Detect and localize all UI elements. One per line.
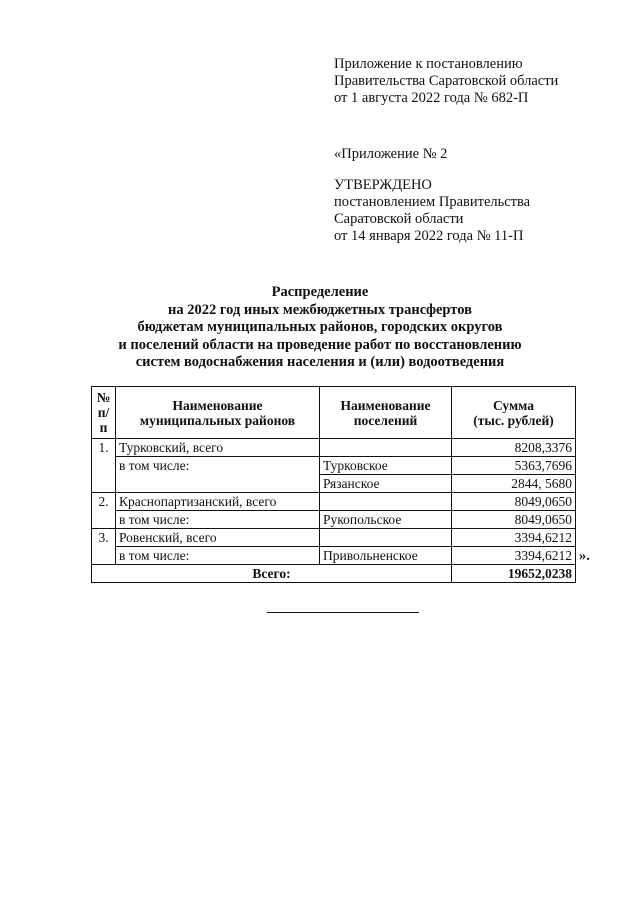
title-line: Распределение bbox=[271, 284, 369, 300]
settlement-sum: 5363,7696 bbox=[452, 457, 576, 475]
title-line: бюджетам муниципальных районов, городских округов bbox=[137, 319, 503, 335]
header-line: от 1 августа 2022 года № 682-П bbox=[334, 90, 529, 106]
settlement-sum: 2844, 5680 bbox=[452, 475, 576, 493]
total-label: Всего: bbox=[92, 565, 452, 583]
including-label: в том числе: bbox=[116, 547, 320, 565]
approval-line: постановлением Правительства bbox=[334, 194, 531, 210]
including-label: в том числе: bbox=[116, 457, 320, 493]
approval-line: Саратовской области bbox=[334, 211, 464, 227]
row-number: 3. bbox=[92, 529, 116, 565]
row-number: 2. bbox=[92, 493, 116, 529]
table-row bbox=[92, 529, 576, 547]
settlement-name bbox=[320, 439, 452, 457]
table-row bbox=[92, 457, 576, 475]
settlement-name: Рукопольское bbox=[320, 511, 452, 529]
including-label: в том числе: bbox=[116, 511, 320, 529]
approval-title: УТВЕРЖДЕНО bbox=[334, 177, 432, 193]
table-row bbox=[92, 511, 576, 529]
district-sum: 8208,3376 bbox=[452, 439, 576, 457]
approval-block bbox=[334, 177, 624, 245]
settlement-name: Рязанское bbox=[320, 475, 452, 493]
table-row bbox=[92, 493, 576, 511]
table-total-row bbox=[92, 565, 576, 583]
title-line: и поселений области на проведение работ по восстановлению bbox=[118, 336, 522, 353]
header-line: Приложение к постановлению bbox=[334, 56, 523, 72]
closing-quote: ». bbox=[579, 548, 590, 564]
settlement-sum: 3394,6212 bbox=[452, 547, 576, 565]
settlement-name: Турковское bbox=[320, 457, 452, 475]
total-sum: 19652,0238 bbox=[452, 565, 576, 583]
table-row bbox=[92, 439, 576, 457]
signature-divider bbox=[267, 612, 419, 613]
settlement-name: Привольненское bbox=[320, 547, 452, 565]
document-title bbox=[60, 284, 580, 372]
header-sum: Сумма (тыс. рублей) bbox=[452, 387, 576, 439]
header-district: Наименование муниципальных районов bbox=[116, 387, 320, 439]
row-number: 1. bbox=[92, 439, 116, 493]
approval-line: от 14 января 2022 года № 11-П bbox=[334, 228, 524, 244]
settlement-name bbox=[320, 529, 452, 547]
settlement-sum: 8049,0650 bbox=[452, 511, 576, 529]
district-sum: 8049,0650 bbox=[452, 493, 576, 511]
annex-header bbox=[334, 56, 624, 107]
header-num: № п/п bbox=[92, 387, 116, 439]
distribution-table bbox=[91, 386, 576, 583]
table-header-row bbox=[92, 387, 576, 439]
table-row bbox=[92, 547, 576, 565]
settlement-name bbox=[320, 493, 452, 511]
title-line: систем водоснабжения населения и (или) водоотведения bbox=[135, 354, 505, 370]
district-sum: 3394,6212 bbox=[452, 529, 576, 547]
header-settlement: Наименование поселений bbox=[320, 387, 452, 439]
annex-number: «Приложение № 2 bbox=[334, 146, 448, 162]
district-name: Краснопартизанский, всего bbox=[116, 493, 320, 511]
title-line: на 2022 год иных межбюджетных трансфертов bbox=[168, 301, 472, 318]
header-line: Правительства Саратовской области bbox=[334, 73, 559, 89]
district-name: Турковский, всего bbox=[116, 439, 320, 457]
district-name: Ровенский, всего bbox=[116, 529, 320, 547]
